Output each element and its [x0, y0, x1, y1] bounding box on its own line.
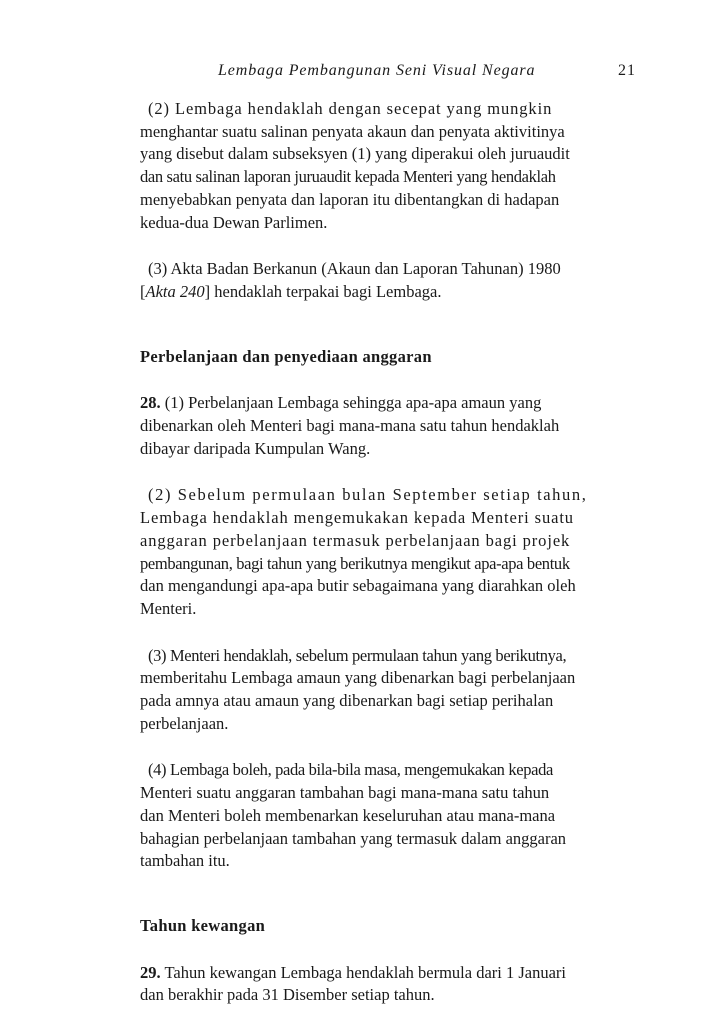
section-number: 28. — [140, 393, 161, 413]
act-reference: Akta 240 — [145, 281, 205, 301]
subsection-27-3 — [140, 258, 636, 303]
text-line: dan mengandungi apa-apa butir sebagaimana yang diarahkan oleh — [140, 576, 576, 596]
text-line: perbelanjaan. — [140, 713, 229, 733]
page-body — [140, 98, 636, 1007]
subsection-27-2 — [140, 98, 636, 234]
text-line: (2) Sebelum permulaan bulan September setiap tahun, — [148, 485, 588, 505]
text-line: dan Menteri boleh membenarkan keseluruhan atau mana-mana — [140, 805, 556, 825]
text-line: kedua-dua Dewan Parlimen. — [140, 212, 328, 232]
text-line — [140, 281, 636, 304]
section-number: 29. — [140, 962, 161, 982]
text-line: memberitahu Lembaga amaun yang dibenarkan bagi perbelanjaan — [140, 668, 576, 688]
text-span: ] hendaklah terpakai bagi Lembaga. — [204, 281, 442, 301]
bracket-open: [ — [140, 281, 146, 301]
text-line — [140, 962, 636, 985]
text-line: dan berakhir pada 31 Disember setiap tahun. — [140, 985, 435, 1005]
text-span: Tahun kewangan Lembaga hendaklah bermula dari 1 Januari — [160, 962, 567, 982]
text-line: bahagian perbelanjaan tambahan yang termasuk dalam anggaran — [140, 828, 567, 848]
text-line: pada amnya atau amaun yang dibenarkan bagi setiap perihalan — [140, 691, 554, 711]
text-line: anggaran perbelanjaan termasuk perbelanjaan bagi projek — [140, 530, 571, 550]
text-line: dan satu salinan laporan juruaudit kepada Menteri yang hendaklah — [140, 167, 556, 187]
page-number: 21 — [618, 62, 636, 79]
running-header — [140, 62, 636, 86]
text-line: Menteri. — [140, 598, 197, 618]
text-line: yang disebut dalam subseksyen (1) yang diperakui oleh juruaudit — [140, 144, 570, 164]
subsection-28-3 — [140, 645, 636, 736]
text-line: dibenarkan oleh Menteri bagi mana-mana satu tahun hendaklah — [140, 416, 560, 436]
text-line: (2) Lembaga hendaklah dengan secepat yang mungkin — [148, 99, 553, 118]
text-line — [140, 392, 636, 415]
text-span: (1) Perbelanjaan Lembaga sehingga apa-apa amaun yang — [160, 393, 542, 413]
text-line: (3) Menteri hendaklah, sebelum permulaan tahun yang berikutnya, — [148, 645, 567, 665]
text-line: tambahan itu. — [140, 851, 230, 871]
subsection-28-2 — [140, 484, 636, 620]
subsection-28-4 — [140, 759, 636, 873]
section-29 — [140, 962, 636, 1007]
text-line: Menteri suatu anggaran tambahan bagi mana-mana satu tahun — [140, 783, 550, 803]
section-heading-29: Tahun kewangan — [140, 915, 266, 935]
text-line: menyebabkan penyata dan laporan itu dibentangkan di hadapan — [140, 189, 560, 209]
subsection-28-1 — [140, 392, 636, 460]
text-line: menghantar suatu salinan penyata akaun dan penyata aktivitinya — [140, 121, 565, 141]
text-line: Lembaga hendaklah mengemukakan kepada Menteri suatu — [140, 508, 574, 528]
text-line: (4) Lembaga boleh, pada bila-bila masa, mengemukakan kepada — [148, 760, 553, 780]
section-heading-28: Perbelanjaan dan penyediaan anggaran — [140, 346, 432, 366]
text-line: (3) Akta Badan Berkanun (Akaun dan Laporan Tahunan) 1980 — [148, 259, 561, 279]
text-line: dibayar daripada Kumpulan Wang. — [140, 438, 371, 458]
text-line: pembangunan, bagi tahun yang berikutnya mengikut apa-apa bentuk — [140, 553, 570, 573]
running-header-title: Lembaga Pembangunan Seni Visual Negara — [218, 62, 536, 79]
